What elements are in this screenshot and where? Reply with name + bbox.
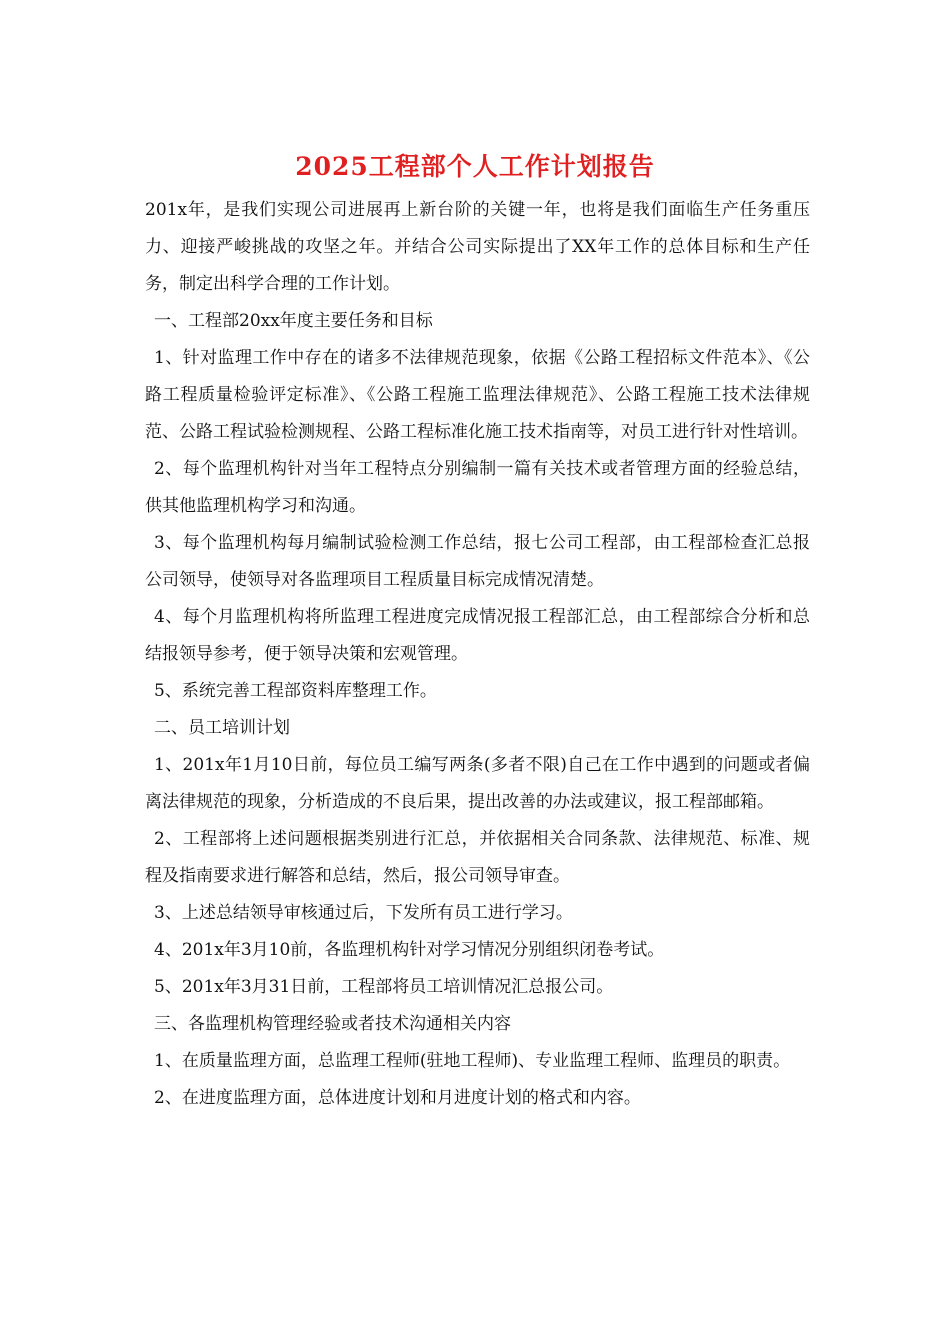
paragraph-item: 4、每个月监理机构将所监理工程进度完成情况报工程部汇总，由工程部综合分析和总结报领导参考，便于领导决策和宏观管理。 [145, 607, 810, 664]
paragraph-item: 1、在质量监理方面，总监理工程师(驻地工程师)、专业监理工程师、监理员的职责。 [154, 1051, 791, 1071]
paragraph-item: 2、每个监理机构针对当年工程特点分别编制一篇有关技术或者管理方面的经验总结，供其他监理机构学习和沟通。 [145, 459, 810, 516]
section-heading-1: 一、工程部20xx年度主要任务和目标 [154, 311, 433, 331]
paragraph-item: 5、201x年3月31日前，工程部将员工培训情况汇总报公司。 [154, 977, 614, 997]
paragraph-item: 4、201x年3月10前，各监理机构针对学习情况分别组织闭卷考试。 [154, 940, 665, 960]
intro-paragraph: 201x年，是我们实现公司进展再上新台阶的关键一年，也将是我们面临生产任务重压力、迎接严峻挑战的攻坚之年。并结合公司实际提出了XX年工作的总体目标和生产任务，制定出科学合理的工作计划。 [145, 200, 810, 294]
paragraph-item: 5、系统完善工程部资料库整理工作。 [154, 681, 437, 701]
paragraph-item: 3、每个监理机构每月编制试验检测工作总结，报七公司工程部，由工程部检查汇总报公司领导，使领导对各监理项目工程质量目标完成情况清楚。 [145, 533, 810, 590]
paragraph-item: 1、201x年1月10日前，每位员工编写两条(多者不限)自己在工作中遇到的问题或者偏离法律规范的现象，分析造成的不良后果，提出改善的办法或建议，报工程部邮箱。 [145, 755, 810, 812]
document-body [145, 192, 810, 1117]
section-heading-2: 二、员工培训计划 [154, 718, 290, 738]
paragraph-item: 3、上述总结领导审核通过后，下发所有员工进行学习。 [154, 903, 573, 923]
paragraph-item: 2、工程部将上述问题根据类别进行汇总，并依据相关合同条款、法律规范、标准、规程及指南要求进行解答和总结，然后，报公司领导审查。 [145, 829, 810, 886]
paragraph-item: 2、在进度监理方面，总体进度计划和月进度计划的格式和内容。 [154, 1088, 641, 1108]
section-heading-3: 三、各监理机构管理经验或者技术沟通相关内容 [154, 1014, 511, 1034]
paragraph-item: 1、针对监理工作中存在的诸多不法律规范现象，依据《公路工程招标文件范本》、《公路工程质量检验评定标准》、《公路工程施工监理法律规范》、公路工程施工技术法律规范、公路工程试验检测规程、公路工程标准化施工技术指南等，对员工进行针对性培训。 [145, 348, 810, 442]
document-title: 2025工程部个人工作计划报告 [295, 152, 655, 181]
